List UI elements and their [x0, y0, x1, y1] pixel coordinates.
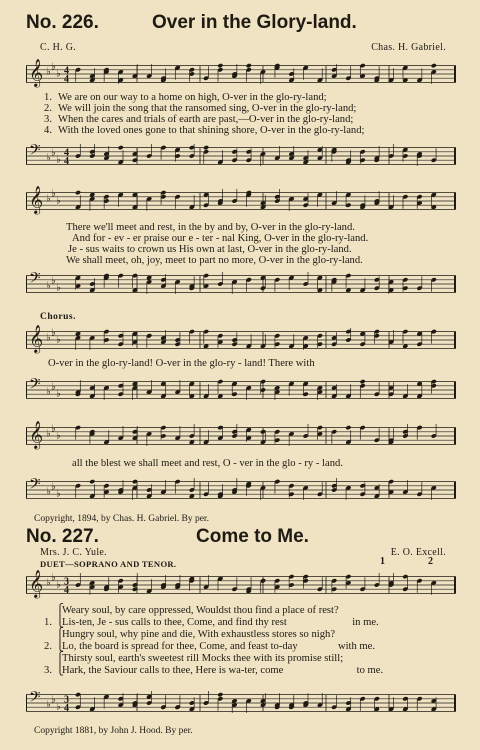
flat-icon: ♭ [56, 488, 61, 500]
bass-staff [26, 138, 456, 174]
svg-text:4: 4 [64, 585, 69, 597]
chorus-lyric: O-ver in the glo-ry-land! O-ver in the glo-ry - land! There with [48, 358, 315, 369]
flat-icon: ♭ [46, 66, 51, 78]
flat-icon: ♭ [46, 577, 51, 589]
flat-icon: ♭ [56, 430, 61, 442]
flat-icon: ♭ [46, 193, 51, 205]
hymn-number: No. 227. [26, 526, 99, 547]
svg-text:4: 4 [64, 74, 69, 86]
composer-credit: Chas. H. Gabriel. [371, 42, 446, 53]
copyright-notice: Copyright, 1894, by Chas. H. Gabriel. By per. [34, 514, 209, 524]
copyright-notice: Copyright 1881, by John J. Hood. By per. [34, 726, 193, 736]
flat-icon: ♭ [46, 386, 51, 398]
flat-icon: ♭ [56, 701, 61, 713]
composer-credit: E. O. Excell. [390, 547, 446, 558]
verse-line: 1. We are on our way to a home on high, O-ver in the glo-ry-land; [44, 92, 327, 103]
flat-icon: ♭ [56, 388, 61, 400]
svg-text:4: 4 [64, 703, 69, 715]
hymn-title: Over in the Glory-land. [152, 12, 357, 33]
treble-clef-icon: 𝄞 [29, 569, 44, 598]
flat-icon: ♭ [56, 282, 61, 294]
verse-line: 3. When the cares and trials of earth are past,—O-ver in the glo-ry-land; [44, 114, 354, 125]
flat-icon: ♭ [46, 152, 51, 164]
treble-staff [26, 54, 456, 94]
verse-line: 4. With the loved ones gone to that shining shore, O-ver in the glo-ry-land; [44, 125, 365, 136]
svg-text:3: 3 [64, 694, 69, 706]
flat-icon: ♭ [46, 428, 51, 440]
flat-icon: ♭ [51, 61, 56, 73]
verse-line: And for - ev - er praise our e - ter - nal King, O-ver in the glo-ry-land. [72, 233, 369, 244]
bass-staff [26, 684, 456, 722]
volta-2: 2 [428, 556, 433, 567]
staff-engraving [26, 320, 456, 360]
svg-text:4: 4 [64, 156, 69, 168]
flat-icon: ♭ [56, 68, 61, 80]
flat-icon: ♭ [51, 481, 56, 493]
verse-line: 2. We will join the song that the ransomed sing, O-ver in the glo-ry-land; [44, 103, 357, 114]
staff-engraving [26, 138, 456, 174]
treble-clef-icon: 𝄞 [29, 324, 44, 353]
bass-clef-icon: 𝄢 [29, 141, 41, 163]
verse-pair: ⎧Hungry soul, why pine and die, With exhaustless stores so nigh? 2. ⎩Lo, the board is spread for thee, Come, and feast to-day with me. [44, 629, 376, 652]
flat-icon: ♭ [56, 579, 61, 591]
staff-engraving [26, 472, 456, 508]
flat-icon: ♭ [46, 699, 51, 711]
flat-icon: ♭ [51, 572, 56, 584]
treble-clef-icon: 𝄞 [29, 420, 44, 449]
svg-text:4: 4 [64, 65, 69, 77]
treble-staff [26, 416, 456, 456]
svg-text:4: 4 [64, 147, 69, 159]
verse-pair: ⎧Weary soul, by care oppressed, Wouldst thou find a place of rest? 1. ⎩Lis-ten, Je - sus calls to thee, Come, and find thy rest in me. [44, 605, 379, 628]
chorus-label: Chorus. [40, 312, 76, 322]
flat-icon: ♭ [46, 332, 51, 344]
flat-icon: ♭ [51, 327, 56, 339]
staff-engraving [26, 372, 456, 408]
verse-pair: ⎧Thirsty soul, earth's sweetest rill Mocks thee with its promise still; 3. ⎩Hark, the Saviour calls to thee, Here is wa-ter, come to me. [44, 653, 384, 676]
flat-icon: ♭ [51, 147, 56, 159]
flat-icon: ♭ [56, 334, 61, 346]
chorus-lyric: all the blest we shall meet and rest, O - ver in the glo - ry - land. [72, 458, 343, 469]
staff-engraving [26, 566, 456, 604]
svg-text:3: 3 [64, 576, 69, 588]
treble-clef-icon: 𝄞 [29, 185, 44, 214]
hymn-title: Come to Me. [196, 526, 309, 547]
flat-icon: ♭ [51, 275, 56, 287]
flat-icon: ♭ [56, 154, 61, 166]
treble-clef-icon: 𝄞 [29, 58, 44, 87]
staff-engraving [26, 684, 456, 722]
flat-icon: ♭ [56, 195, 61, 207]
bass-clef-icon: 𝄢 [29, 475, 41, 497]
bass-clef-icon: 𝄢 [29, 375, 41, 397]
voice-direction: DUET—SOPRANO AND TENOR. [40, 559, 177, 569]
verse-line: We shall meet, oh, joy, meet to part no more, O-ver in the glo-ry-land. [66, 255, 363, 266]
bass-staff [26, 472, 456, 508]
hymn-number: No. 226. [26, 12, 99, 33]
flat-icon: ♭ [46, 280, 51, 292]
volta-1: 1 [380, 556, 385, 567]
bass-clef-icon: 𝄢 [29, 269, 41, 291]
flat-icon: ♭ [51, 423, 56, 435]
flat-icon: ♭ [51, 381, 56, 393]
bass-staff [26, 372, 456, 408]
treble-staff [26, 180, 456, 222]
verse-line: There we'll meet and rest, in the by and by, O-ver in the glo-ry-land. [66, 222, 355, 233]
staff-engraving [26, 180, 456, 222]
lyricist-credit: Mrs. J. C. Yule. [40, 547, 107, 558]
flat-icon: ♭ [51, 188, 56, 200]
flat-icon: ♭ [46, 486, 51, 498]
treble-staff [26, 320, 456, 360]
bass-staff [26, 266, 456, 302]
staff-engraving [26, 416, 456, 456]
lyricist-credit: C. H. G. [40, 42, 77, 53]
flat-icon: ♭ [51, 694, 56, 706]
staff-engraving [26, 54, 456, 94]
verse-line: Je - sus waits to crown us His own at last, O-ver in the glo-ry-land. [68, 244, 352, 255]
treble-staff [26, 566, 456, 604]
bass-clef-icon: 𝄢 [29, 688, 41, 710]
staff-engraving [26, 266, 456, 302]
